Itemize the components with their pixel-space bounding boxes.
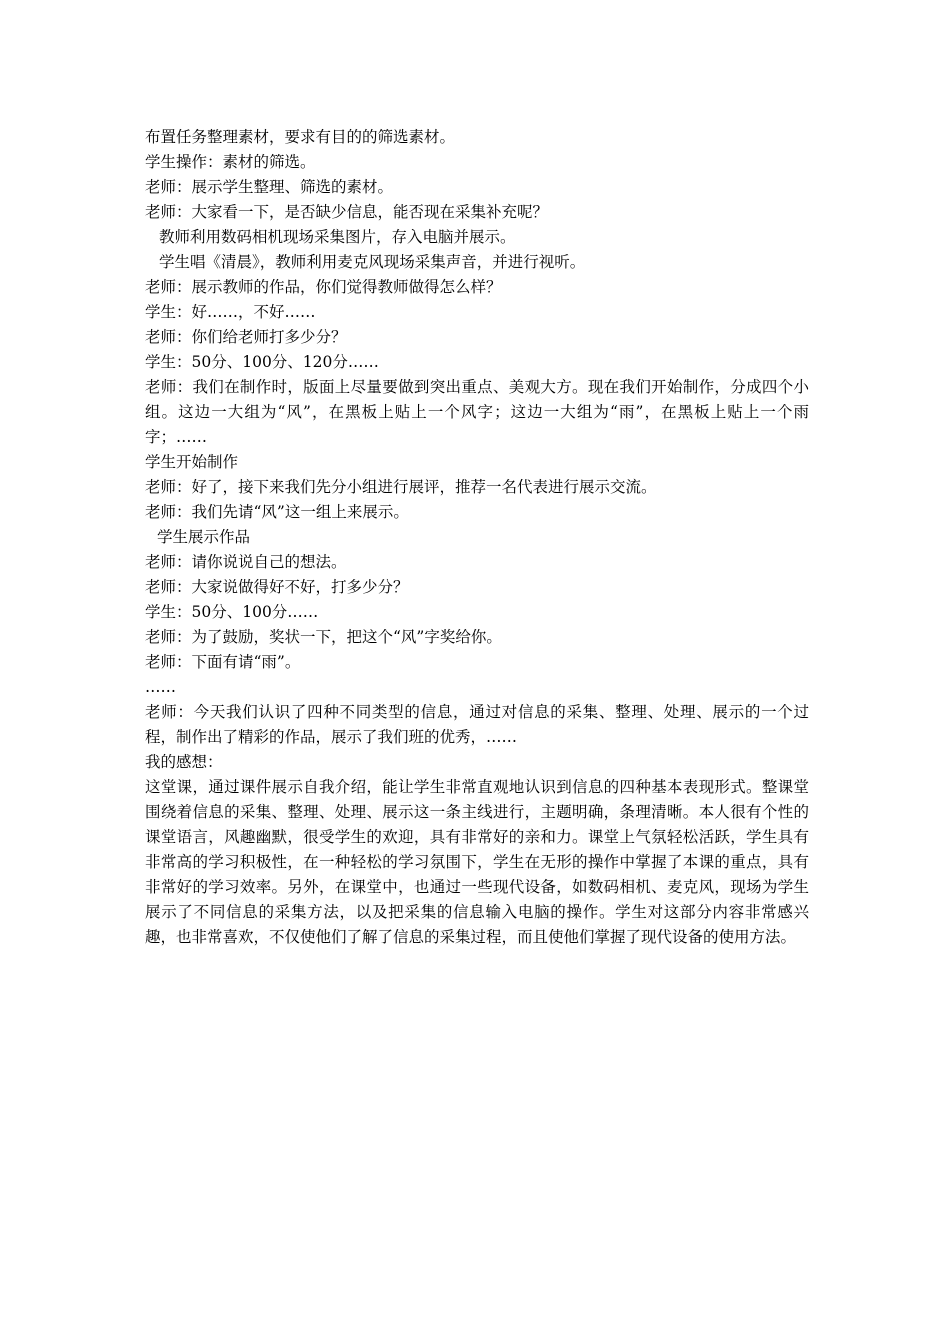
text-line: 老师：请你说说自己的想法。 [145, 553, 347, 571]
text-line: 老师：下面有请“雨”。 [145, 653, 301, 671]
ellipsis-line: …… [145, 678, 176, 696]
text-line: 老师：好了，接下来我们先分小组进行展评，推荐一名代表进行展示交流。 [145, 478, 657, 496]
text-line: 教师利用数码相机现场采集图片，存入电脑并展示。 [159, 228, 516, 246]
text-line: 布置任务整理素材，要求有目的的筛选素材。 [145, 128, 456, 146]
text-line: 学生：50分、100分、120分…… [145, 353, 379, 371]
reflection-paragraph: 这堂课，通过课件展示自我介绍，能让学生非常直观地认识到信息的四种基本表现形式。整课堂围绕着信息的采集、整理、处理、展示这一条主线进行，主题明确，条理清晰。本人很有个性的课堂语言，风趣幽默，很受学生的欢迎，具有非常好的亲和力。课堂上气氛轻松活跃，学生具有非常高的学习积极性，在一种轻松的学习氛围下，学生在无形的操作中掌握了本课的重点，具有非常好的学习效率。另外，在课堂中，也通过一些现代设备，如数码相机、麦克风，现场为学生展示了不同信息的采集方法，以及把采集的信息输入电脑的操作。学生对这部分内容非常感兴趣，也非常喜欢，不仅使他们了解了信息的采集过程，而且使他们掌握了现代设备的使用方法。 [145, 778, 809, 946]
text-line: 学生操作：素材的筛选。 [145, 153, 316, 171]
text-line: 老师：大家说做得好不好，打多少分？ [145, 578, 409, 596]
text-line: 老师：为了鼓励，奖状一下，把这个“风”字奖给你。 [145, 628, 502, 646]
section-heading: 我的感想： [145, 753, 223, 771]
document-body [145, 125, 809, 950]
text-line: 学生：好……，不好…… [145, 303, 316, 321]
text-line: 学生唱《清晨》，教师利用麦克风现场采集声音，并进行视听。 [159, 253, 586, 271]
text-line: 老师：展示教师的作品，你们觉得教师做得怎么样？ [145, 278, 502, 296]
text-paragraph: 老师：我们在制作时，版面上尽量要做到突出重点、美观大方。现在我们开始制作，分成四个小组。这边一大组为“风”，在黑板上贴上一个风字；这边一大组为“雨”，在黑板上贴上一个雨字；…… [145, 378, 809, 446]
text-line: 老师：你们给老师打多少分？ [145, 328, 347, 346]
text-line: 学生：50分、100分…… [145, 603, 319, 621]
text-line: 学生展示作品 [157, 528, 251, 546]
text-line: 学生开始制作 [145, 453, 239, 471]
text-line: 老师：展示学生整理、筛选的素材。 [145, 178, 394, 196]
text-line: 老师：大家看一下，是否缺少信息，能否现在采集补充呢？ [145, 203, 549, 221]
text-line: 老师：我们先请“风”这一组上来展示。 [145, 503, 409, 521]
text-paragraph: 老师：今天我们认识了四种不同类型的信息，通过对信息的采集、整理、处理、展示的一个过程，制作出了精彩的作品，展示了我们班的优秀，…… [145, 703, 809, 746]
